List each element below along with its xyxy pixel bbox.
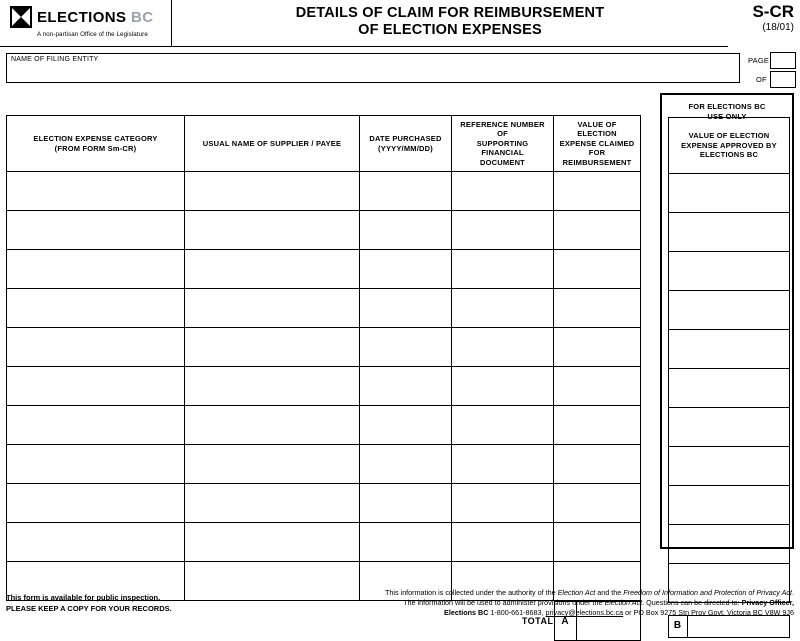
logo-subtitle: A non-partisan Office of the Legislature	[37, 31, 171, 38]
cell-value-approved[interactable]	[669, 330, 790, 369]
total-label: TOTAL	[452, 601, 554, 641]
table-row	[7, 289, 641, 328]
cell-value-claimed[interactable]	[554, 484, 641, 523]
col-header-value-claimed: VALUE OF ELECTION EXPENSE CLAIMED FOR REIMBURSEMENT	[554, 116, 641, 172]
form-revision: (18/01)	[752, 21, 794, 34]
cell-supplier-payee[interactable]	[185, 211, 360, 250]
privacy-email-link[interactable]: privacy@elections.bc.ca	[546, 608, 624, 617]
cell-reference-number[interactable]	[452, 250, 554, 289]
cell-date-purchased[interactable]	[360, 172, 452, 211]
table-row	[7, 328, 641, 367]
cell-expense-category[interactable]	[7, 328, 185, 367]
col-header-supplier-payee: USUAL NAME OF SUPPLIER / PAYEE	[185, 116, 360, 172]
cell-value-claimed[interactable]	[554, 172, 641, 211]
cell-expense-category[interactable]	[7, 523, 185, 562]
cell-date-purchased[interactable]	[360, 367, 452, 406]
cell-expense-category[interactable]	[7, 406, 185, 445]
cell-expense-category[interactable]	[7, 289, 185, 328]
footer-privacy-line1	[264, 588, 794, 598]
cell-value-approved[interactable]	[669, 486, 790, 525]
logo-bc-text: BC	[131, 9, 153, 26]
cell-value-approved[interactable]	[669, 252, 790, 291]
cell-expense-category[interactable]	[7, 445, 185, 484]
cell-supplier-payee[interactable]	[185, 328, 360, 367]
cell-reference-number[interactable]	[452, 484, 554, 523]
footer-public-inspection: This form is available for public inspection.	[6, 592, 172, 603]
col-header-reference-number: REFERENCE NUMBER OF SUPPORTING FINANCIAL DOCUMENT	[452, 116, 554, 172]
cell-value-claimed[interactable]	[554, 328, 641, 367]
col-header-date-purchased: DATE PURCHASED (YYYY/MM/DD)	[360, 116, 452, 172]
cell-supplier-payee[interactable]	[185, 289, 360, 328]
elections-bc-logo	[0, 0, 172, 47]
page-number-input[interactable]	[770, 52, 796, 69]
cell-reference-number[interactable]	[452, 289, 554, 328]
cell-expense-category[interactable]	[7, 211, 185, 250]
elections-bc-use-only-heading: FOR ELECTIONS BC USE ONLY	[662, 95, 792, 117]
page-label: PAGE	[748, 56, 769, 65]
cell-value-claimed[interactable]	[554, 367, 641, 406]
cell-value-approved[interactable]	[669, 213, 790, 252]
form-title-line2: OF ELECTION EXPENSES	[172, 22, 728, 39]
cell-supplier-payee[interactable]	[185, 406, 360, 445]
cell-date-purchased[interactable]	[360, 445, 452, 484]
cell-reference-number[interactable]	[452, 328, 554, 367]
cell-value-claimed[interactable]	[554, 211, 641, 250]
cell-reference-number[interactable]	[452, 445, 554, 484]
footer-privacy-notice	[264, 588, 794, 618]
form-header	[0, 0, 800, 47]
filing-entity-label: NAME OF FILING ENTITY	[11, 56, 98, 63]
privacy-line2-b: . Questions can be directed to:	[642, 598, 742, 607]
footer-keep-copy: PLEASE KEEP A COPY FOR YOUR RECORDS.	[6, 603, 172, 614]
table-row	[7, 406, 641, 445]
elections-bc-approved-table	[668, 117, 790, 603]
cell-supplier-payee[interactable]	[185, 445, 360, 484]
footer-left	[6, 592, 172, 614]
table-row	[7, 367, 641, 406]
col-header-value-approved: VALUE OF ELECTION EXPENSE APPROVED BY ELECTIONS BC	[669, 118, 790, 174]
table-header-row	[7, 116, 641, 172]
footer-privacy-line3	[264, 608, 794, 618]
cell-value-approved[interactable]	[669, 291, 790, 330]
cell-supplier-payee[interactable]	[185, 484, 360, 523]
cell-supplier-payee[interactable]	[185, 172, 360, 211]
cell-value-approved[interactable]	[669, 525, 790, 564]
cell-expense-category[interactable]	[7, 172, 185, 211]
logo-wordmark	[37, 10, 154, 25]
cell-reference-number[interactable]	[452, 523, 554, 562]
cell-value-claimed[interactable]	[554, 250, 641, 289]
elections-bc-mark-icon	[10, 6, 32, 28]
cell-value-approved[interactable]	[669, 408, 790, 447]
privacy-address: or PO Box 9275 Stn Prov Govt, Victoria BC V8W 9J6	[623, 608, 794, 617]
col-header-expense-category: ELECTION EXPENSE CATEGORY (FROM FORM Sm-CR)	[7, 116, 185, 172]
expense-details-table	[6, 115, 641, 641]
cell-value-claimed[interactable]	[554, 523, 641, 562]
cell-reference-number[interactable]	[452, 367, 554, 406]
cell-expense-category[interactable]	[7, 367, 185, 406]
cell-supplier-payee[interactable]	[185, 250, 360, 289]
cell-reference-number[interactable]	[452, 406, 554, 445]
cell-value-approved[interactable]	[669, 369, 790, 408]
cell-supplier-payee[interactable]	[185, 367, 360, 406]
cell-value-claimed[interactable]	[554, 406, 641, 445]
total-marker-a: A	[554, 602, 576, 641]
cell-supplier-payee[interactable]	[185, 523, 360, 562]
privacy-line1-act2: Freedom of Information and Protection of Privacy Act	[623, 588, 792, 597]
table-row	[7, 445, 641, 484]
elections-bc-name: Elections BC	[444, 608, 488, 617]
form-title	[172, 0, 728, 47]
logo-elections-text: ELECTIONS	[37, 9, 126, 26]
privacy-line1-b: and the	[595, 588, 623, 597]
of-label: OF	[756, 75, 767, 84]
cell-date-purchased[interactable]	[360, 250, 452, 289]
table-row	[7, 250, 641, 289]
table-row	[7, 172, 641, 211]
table-row	[7, 484, 641, 523]
form-title-line1: DETAILS OF CLAIM FOR REIMBURSEMENT	[172, 5, 728, 22]
privacy-officer-label: Privacy Officer,	[742, 598, 794, 607]
cell-reference-number[interactable]	[452, 172, 554, 211]
cell-date-purchased[interactable]	[360, 484, 452, 523]
cell-expense-category[interactable]	[7, 484, 185, 523]
form-code: S-CR	[752, 2, 794, 21]
cell-value-claimed[interactable]	[554, 289, 641, 328]
cell-reference-number[interactable]	[452, 211, 554, 250]
privacy-phone: 1-800-661-8683,	[488, 608, 545, 617]
cell-expense-category[interactable]	[7, 250, 185, 289]
cell-value-approved[interactable]	[669, 174, 790, 213]
privacy-line2-a: The information will be used to administer provisions under the	[403, 598, 604, 607]
cell-date-purchased[interactable]	[360, 328, 452, 367]
privacy-line1-act1: Election Act	[558, 588, 596, 597]
page-total-input[interactable]	[770, 71, 796, 88]
privacy-line2-act: Election Act	[604, 598, 642, 607]
cell-value-approved[interactable]	[669, 447, 790, 486]
cell-date-purchased[interactable]	[360, 211, 452, 250]
cell-value-claimed[interactable]	[554, 445, 641, 484]
table-body	[7, 172, 641, 641]
cell-date-purchased[interactable]	[360, 523, 452, 562]
total-marker-b: B	[668, 615, 688, 638]
table-row	[7, 523, 641, 562]
cell-date-purchased[interactable]	[360, 289, 452, 328]
form-code-block	[752, 2, 794, 34]
elections-bc-use-only-panel	[660, 93, 794, 549]
cell-date-purchased[interactable]	[360, 406, 452, 445]
filing-entity-field[interactable]	[6, 53, 740, 83]
privacy-line1-a: This information is collected under the authority of the	[385, 588, 558, 597]
privacy-line1-c: .	[792, 588, 794, 597]
table-row	[7, 211, 641, 250]
footer-privacy-line2	[264, 598, 794, 608]
